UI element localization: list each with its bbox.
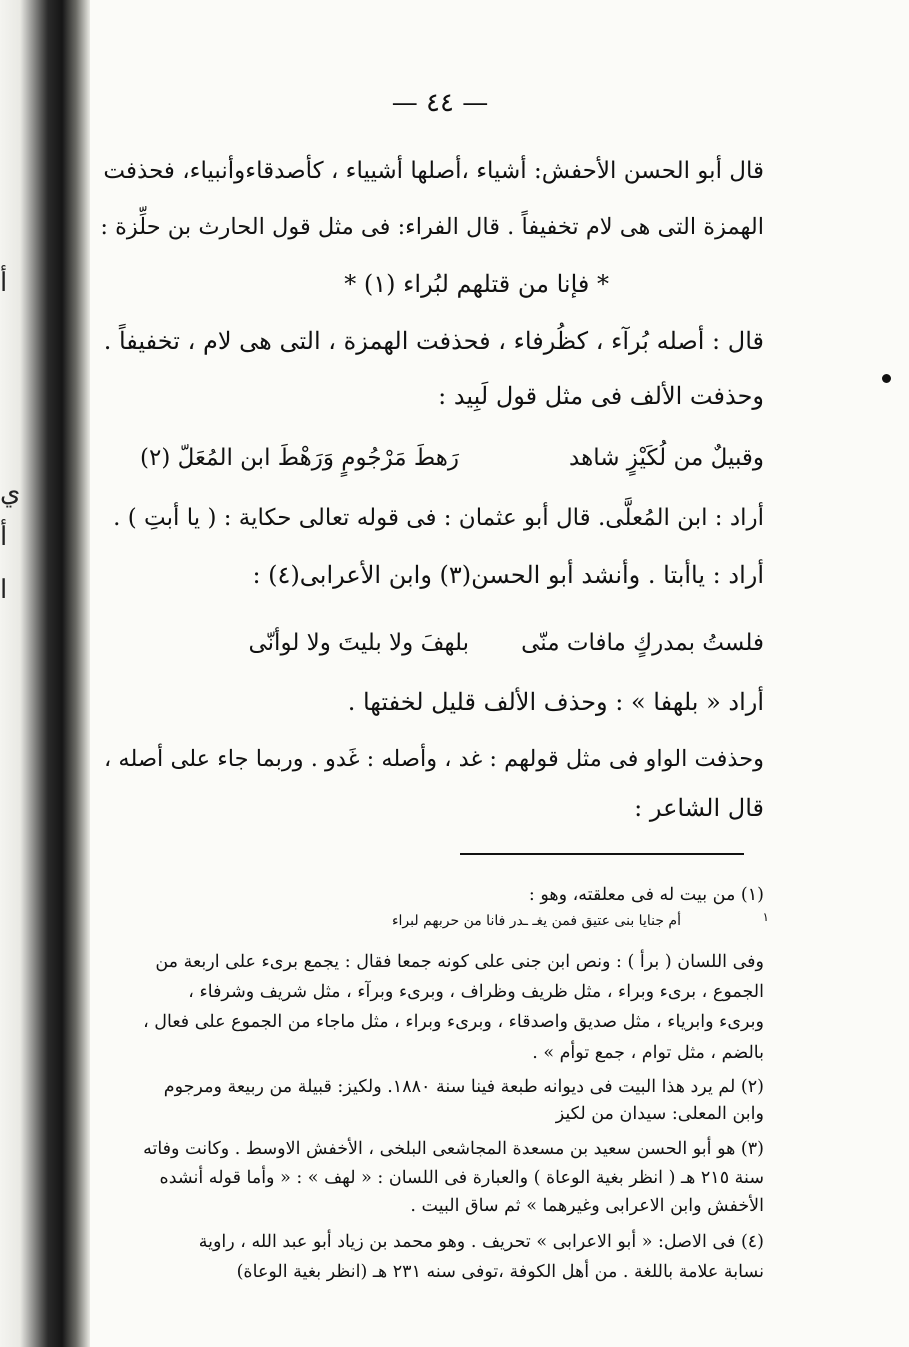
footnote-line: وابن المعلى: سيدان من لكيز: [555, 1104, 764, 1124]
main-line: أراد « بلهفا » : وحذف الألف قليل لخفتها .: [347, 688, 764, 716]
footnote-line: (٢) لم يرد هذا البيت فى ديوانه طبعة فينا سنة ١٨٨٠. ولكيز: قبيلة من ربيعة ومرجوم: [163, 1077, 764, 1097]
footnote-marker: ١: [762, 910, 769, 924]
main-line: الهمزة التى هى لام تخفيفاً . قال الفراء: فى مثل قول الحارث بن حلِّزة :: [100, 214, 764, 240]
footnote-verse: أم جنايا بنى عتيق فمن يغـ ـدر فانا من حربهم لبراء: [391, 913, 681, 929]
neighbor-page-char: ا: [0, 575, 8, 605]
footnote-line: (٣) هو أبو الحسن سعيد بن مسعدة المجاشعى البلخى ، الأخفش الاوسط . وكانت وفاته: [143, 1139, 764, 1159]
footnote-line: الجموع ، برىء وبراء ، مثل ظريف وظراف ، وبرىء وبرآء ، مثل شريف وشرفاء ،: [188, 982, 764, 1002]
neighbor-page-char: أ: [0, 522, 8, 552]
main-line: * فإنا من قتلهم لبُراء (١) *: [344, 270, 609, 298]
book-binding-gutter: [0, 0, 90, 1347]
verse-hemistich-first: وقبيلٌ من لُكَيْزٍ شاهد: [569, 445, 764, 471]
footnote-line: الأخفش وابن الاعرابى وغيرهما » ثم ساق البيت .: [410, 1196, 764, 1216]
footnote-line: بالضم ، مثل توام ، جمع توأم » .: [532, 1043, 764, 1063]
footnote-line: (٤) فى الاصل: « أبو الاعرابى » تحريف . وهو محمد بن زياد أبو عبد الله ، راوية: [198, 1232, 764, 1252]
footnote-line: وفى اللسان ( برأ ) : ونص ابن جنى على كونه جمعا فقال : يجمع برىء على اربعة من: [155, 952, 764, 972]
main-line: وحذفت الألف فى مثل قول لَبِيد :: [438, 382, 764, 410]
verse-hemistich-second: رَهطَ مَرْجُومٍ وَرَهْطَ ابن المُعَلّ (٢): [140, 445, 459, 471]
main-line: قال الشاعر :: [634, 794, 764, 822]
main-line: وحذفت الواو فى مثل قولهم : غد ، وأصله : غَدو . وربما جاء على أصله ،: [104, 746, 764, 772]
margin-dot: [882, 374, 891, 383]
page-number: — ٤٤ —: [391, 88, 489, 118]
footnote-line: (١) من بيت له فى معلقته، وهو :: [528, 885, 764, 905]
footnote-separator: [460, 853, 744, 855]
neighbor-page-char: أ: [0, 268, 8, 298]
verse-hemistich-second: بلهفَ ولا بليتَ ولا لوأنّى: [248, 630, 469, 656]
footnote-line: وبرىء وابرياء ، مثل صديق واصدقاء ، وبرىء وبراء ، مثل ماجاء من الجموع على فعال ،: [143, 1012, 764, 1032]
main-line: قال أبو الحسن الأحفش: أشياء ،أصلها أشيياء ، كأصدقاءوأنبياء، فحذفت: [103, 158, 764, 184]
verse-hemistich-first: فلستُ بمدركٍ مافات منّى: [521, 630, 764, 656]
footnote-line: سنة ٢١٥ هـ ( انظر بغية الوعاة ) والعبارة فى اللسان : « لهف » : « وأما قوله أنشده: [159, 1168, 764, 1188]
main-line: أراد : ابن المُعلَّى. قال أبو عثمان : فى قوله تعالى حكاية : ( يا أبتِ ) .: [113, 505, 764, 531]
main-line: أراد : ياأبتا . وأنشد أبو الحسن(٣) وابن الأعرابى(٤) :: [252, 561, 764, 589]
footnote-line: نسابة علامة باللغة . من أهل الكوفة ،توفى سنه ٢٣١ هـ (انظر بغية الوعاة): [236, 1262, 764, 1282]
main-line: قال : أصله بُرآء ، كظُرفاء ، فحذفت الهمزة ، التى هى لام ، تخفيفاً .: [103, 327, 764, 355]
neighbor-page-char: ي: [0, 478, 21, 508]
